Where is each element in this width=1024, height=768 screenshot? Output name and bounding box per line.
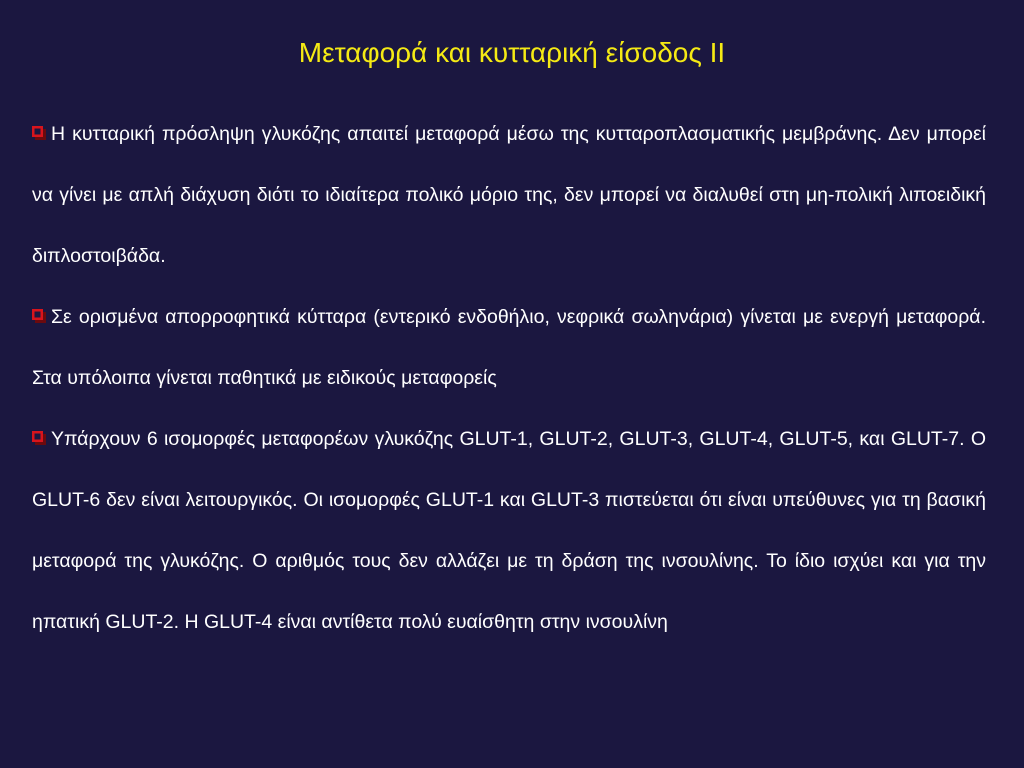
bullet-text-3: Υπάρχουν 6 ισομορφές μεταφορέων γλυκόζης GLUT-1, GLUT-2, GLUT-3, GLUT-4, GLUT-5, και GLUT-7. Ο GLUT-6 δεν είναι λειτουργικός. Οι ισομορφές GLUT-1 και GLUT-3 πιστεύεται ότι είναι υπεύθυνες για τη βασική μεταφορά της γλυκόζης. Ο αριθμός τους δεν αλλάζει με τη δράση της ινσουλίνης. Το ίδιο ισχύει και για την ηπατική GLUT-2. Η GLUT-4 είναι αντίθετα πολύ ευαίσθητη στην ινσουλίνη xyxy=(32,428,986,633)
checkbox-square-icon xyxy=(32,431,46,445)
bullet-paragraph-1 xyxy=(32,104,986,287)
bullet-text-1: Η κυτταρική πρόσληψη γλυκόζης απαιτεί μεταφορά μέσω της κυτταροπλασματικής μεμβράνης. Δεν μπορεί να γίνει με απλή διάχυση διότι το ιδιαίτερα πολικό μόριο της, δεν μπορεί να διαλυθεί στη μη-πολική λιποειδική διπλοστοιβάδα. xyxy=(32,123,986,267)
bullet-paragraph-2 xyxy=(32,287,986,409)
checkbox-square-icon xyxy=(32,126,46,140)
bullet-paragraph-3 xyxy=(32,409,986,653)
slide-body xyxy=(32,104,986,653)
slide-title: Μεταφορά και κυτταρική είσοδος ΙΙ xyxy=(298,37,726,68)
checkbox-square-icon xyxy=(32,309,46,323)
bullet-text-2: Σε ορισμένα απορροφητικά κύτταρα (εντερικό ενδοθήλιο, νεφρικά σωληνάρια) γίνεται με ενεργή μεταφορά. Στα υπόλοιπα γίνεται παθητικά με ειδικούς μεταφορείς xyxy=(32,306,986,389)
